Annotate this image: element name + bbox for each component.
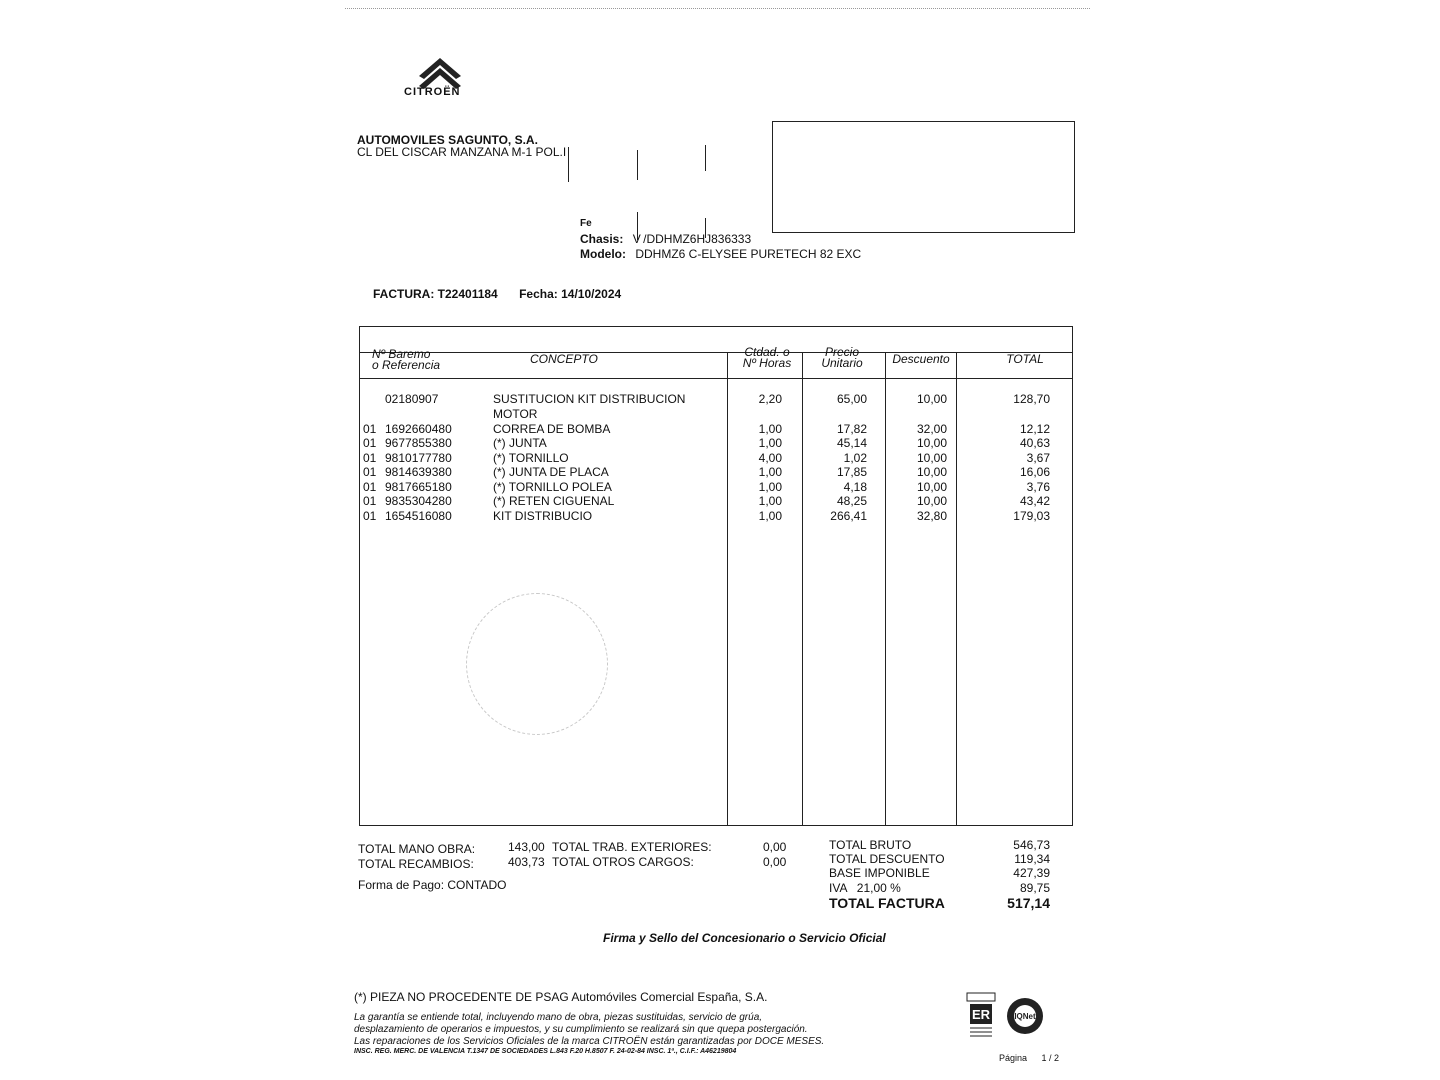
header-ref-line2: o Referencia xyxy=(372,358,441,372)
forma-pago-value: CONTADO xyxy=(447,878,507,892)
bruto-label: TOTAL BRUTO xyxy=(829,838,912,852)
trab-ext-value: 0,00 xyxy=(763,840,787,854)
company-address: CL DEL CISCAR MANZANA M-1 POL.I xyxy=(357,145,567,159)
row-concepto: (*) TORNILLO POLEA xyxy=(493,480,612,494)
row-reference: 9677855380 xyxy=(385,436,452,450)
table-row xyxy=(360,407,1072,422)
table-row xyxy=(360,494,1072,509)
header-qty xyxy=(732,347,802,369)
row-total: 128,70 xyxy=(1013,392,1050,406)
row-qty: 1,00 xyxy=(758,422,782,436)
table-header-bottom-rule xyxy=(360,378,1072,379)
row-prefix: 01 xyxy=(363,480,377,494)
total-factura-label: TOTAL FACTURA xyxy=(829,895,945,911)
row-price: 17,82 xyxy=(836,422,867,436)
row-descuento: 32,00 xyxy=(916,422,947,436)
table-row xyxy=(360,465,1072,480)
guarantee-line-3: Las reparaciones de los Servicios Oficiales de la marca CITROËN están garantizadas por DOCE MESES. xyxy=(354,1036,825,1047)
iva-label: IVA 21,00 % xyxy=(829,881,901,895)
svg-text:IQNet: IQNet xyxy=(1014,1012,1036,1021)
row-qty: 2,20 xyxy=(758,392,782,406)
row-qty: 1,00 xyxy=(758,494,782,508)
forma-pago-label: Forma de Pago: xyxy=(358,878,445,892)
fecha-value: 14/10/2024 xyxy=(561,287,622,301)
header-total: TOTAL xyxy=(1006,352,1044,366)
row-reference: 1692660480 xyxy=(385,422,452,436)
brand-wordmark: CITROËN xyxy=(404,86,461,98)
bruto-value: 546,73 xyxy=(1013,838,1050,852)
redaction-mark xyxy=(637,150,638,180)
mano-obra-value: 143,00 xyxy=(508,840,545,854)
row-descuento: 10,00 xyxy=(916,465,947,479)
table-row xyxy=(360,509,1072,524)
row-concepto: SUSTITUCION KIT DISTRIBUCION xyxy=(493,392,686,406)
header-price-line1: Precio xyxy=(824,345,859,359)
otros-label: TOTAL OTROS CARGOS: xyxy=(552,855,694,869)
row-descuento: 10,00 xyxy=(916,451,947,465)
header-price xyxy=(807,347,877,369)
footer-note: (*) PIEZA NO PROCEDENTE DE PSAG Automóviles Comercial España, S.A. xyxy=(354,990,768,1004)
fecha-label-partial: Fe xyxy=(580,218,592,229)
redaction-mark xyxy=(705,145,706,171)
header-concepto: CONCEPTO xyxy=(530,352,598,366)
header-ref xyxy=(372,349,440,371)
recambios-value: 403,73 xyxy=(508,855,545,869)
company-name: AUTOMOVILES SAGUNTO, S.A. xyxy=(357,133,538,147)
row-reference: 9835304280 xyxy=(385,494,452,508)
row-concepto: (*) JUNTA xyxy=(493,436,547,450)
footer-guarantee xyxy=(354,1012,934,1048)
descuento-label: TOTAL DESCUENTO xyxy=(829,852,945,866)
dealer-stamp xyxy=(466,593,608,735)
redacted-client-box xyxy=(772,121,1075,233)
row-prefix: 01 xyxy=(363,494,377,508)
chasis-label: Chasis: xyxy=(580,232,624,246)
row-concepto: KIT DISTRIBUCIO xyxy=(493,509,593,523)
row-prefix: 01 xyxy=(363,422,377,436)
iva-value: 89,75 xyxy=(1019,881,1050,895)
row-reference: 1654516080 xyxy=(385,509,452,523)
row-total: 12,12 xyxy=(1019,422,1050,436)
row-qty: 1,00 xyxy=(758,509,782,523)
guarantee-line-2: desplazamiento de operarios e impuestos, y su cumplimiento se realizará sin que quepa postergación. xyxy=(354,1024,808,1035)
row-price: 45,14 xyxy=(836,436,867,450)
row-reference: 9810177780 xyxy=(385,451,452,465)
row-descuento: 10,00 xyxy=(916,392,947,406)
row-descuento: 10,00 xyxy=(916,436,947,450)
row-descuento: 32,80 xyxy=(916,509,947,523)
table-row xyxy=(360,436,1072,451)
row-reference: 02180907 xyxy=(385,392,439,406)
row-total: 3,76 xyxy=(1026,480,1050,494)
row-descuento: 10,00 xyxy=(916,494,947,508)
row-total: 3,67 xyxy=(1026,451,1050,465)
modelo-label: Modelo: xyxy=(580,247,626,261)
header-descuento: Descuento xyxy=(892,352,950,366)
table-row xyxy=(360,480,1072,495)
mano-obra-label: TOTAL MANO OBRA: xyxy=(358,842,476,856)
row-total: 16,06 xyxy=(1019,465,1050,479)
fecha-label: Fecha: xyxy=(519,287,558,301)
otros-value: 0,00 xyxy=(763,855,787,869)
row-price: 1,02 xyxy=(843,451,867,465)
header-qty-line1: Ctdad. o xyxy=(744,345,790,359)
row-qty: 4,00 xyxy=(758,451,782,465)
table-header-top-rule xyxy=(360,352,1072,353)
row-prefix: 01 xyxy=(363,436,377,450)
guarantee-line-1: La garantía se entiende total, incluyendo mano de obra, piezas sustituidas, servicio de grúa, xyxy=(354,1012,763,1023)
trab-ext-label: TOTAL TRAB. EXTERIORES: xyxy=(552,840,712,854)
page-label: Página xyxy=(999,1053,1028,1063)
row-total: 43,42 xyxy=(1019,494,1050,508)
row-price: 17,85 xyxy=(836,465,867,479)
svg-text:ER: ER xyxy=(971,1007,991,1022)
table-row xyxy=(360,422,1072,437)
row-prefix: 01 xyxy=(363,451,377,465)
header-price-line2: Unitario xyxy=(821,356,863,370)
redaction-mark xyxy=(568,147,569,182)
row-descuento: 10,00 xyxy=(916,480,947,494)
modelo-value: DDHMZ6 C-ELYSEE PURETECH 82 EXC xyxy=(635,247,862,261)
row-concepto: MOTOR xyxy=(493,407,538,421)
table-row xyxy=(360,451,1072,466)
row-concepto: (*) JUNTA DE PLACA xyxy=(493,465,609,479)
row-price: 266,41 xyxy=(830,509,867,523)
table-row xyxy=(360,392,1072,407)
row-concepto: (*) TORNILLO xyxy=(493,451,569,465)
base-label: BASE IMPONIBLE xyxy=(829,866,930,880)
recambios-label: TOTAL RECAMBIOS: xyxy=(358,857,474,871)
factura-number: T22401184 xyxy=(437,287,498,301)
page-number: 1 / 2 xyxy=(1041,1053,1060,1063)
row-qty: 1,00 xyxy=(758,465,782,479)
row-reference: 9814639380 xyxy=(385,465,452,479)
row-reference: 9817665180 xyxy=(385,480,452,494)
top-dotted-border xyxy=(345,8,1090,9)
row-prefix: 01 xyxy=(363,465,377,479)
total-factura-value: 517,14 xyxy=(1007,895,1050,911)
aenor-er-certification-icon xyxy=(966,992,996,1044)
row-total: 179,03 xyxy=(1013,509,1050,523)
row-prefix: 01 xyxy=(363,509,377,523)
header-qty-line2: Nº Horas xyxy=(742,356,792,370)
descuento-value: 119,34 xyxy=(1014,852,1050,866)
row-concepto: CORREA DE BOMBA xyxy=(493,422,611,436)
row-concepto: (*) RETEN CIGUENAL xyxy=(493,494,615,508)
invoice-table xyxy=(359,326,1073,826)
iqnet-certification-icon xyxy=(1005,996,1045,1036)
row-qty: 1,00 xyxy=(758,480,782,494)
header-ref-line1: Nº Baremo xyxy=(372,347,431,361)
row-price: 4,18 xyxy=(843,480,867,494)
row-price: 48,25 xyxy=(836,494,867,508)
factura-label: FACTURA: xyxy=(373,287,435,301)
row-price: 65,00 xyxy=(836,392,867,406)
row-qty: 1,00 xyxy=(758,436,782,450)
base-value: 427,39 xyxy=(1013,866,1050,880)
registry-line: INSC. REG. MERC. DE VALENCIA T.1347 DE SOCIEDADES L.843 F.20 H.8507 F. 24-02-84 INSC. 1ª., C.I.F.: A46219804 xyxy=(354,1048,737,1055)
signature-label: Firma y Sello del Concesionario o Servicio Oficial xyxy=(603,931,886,945)
chasis-value: V /DDHMZ6HJ836333 xyxy=(632,232,752,246)
row-total: 40,63 xyxy=(1019,436,1050,450)
